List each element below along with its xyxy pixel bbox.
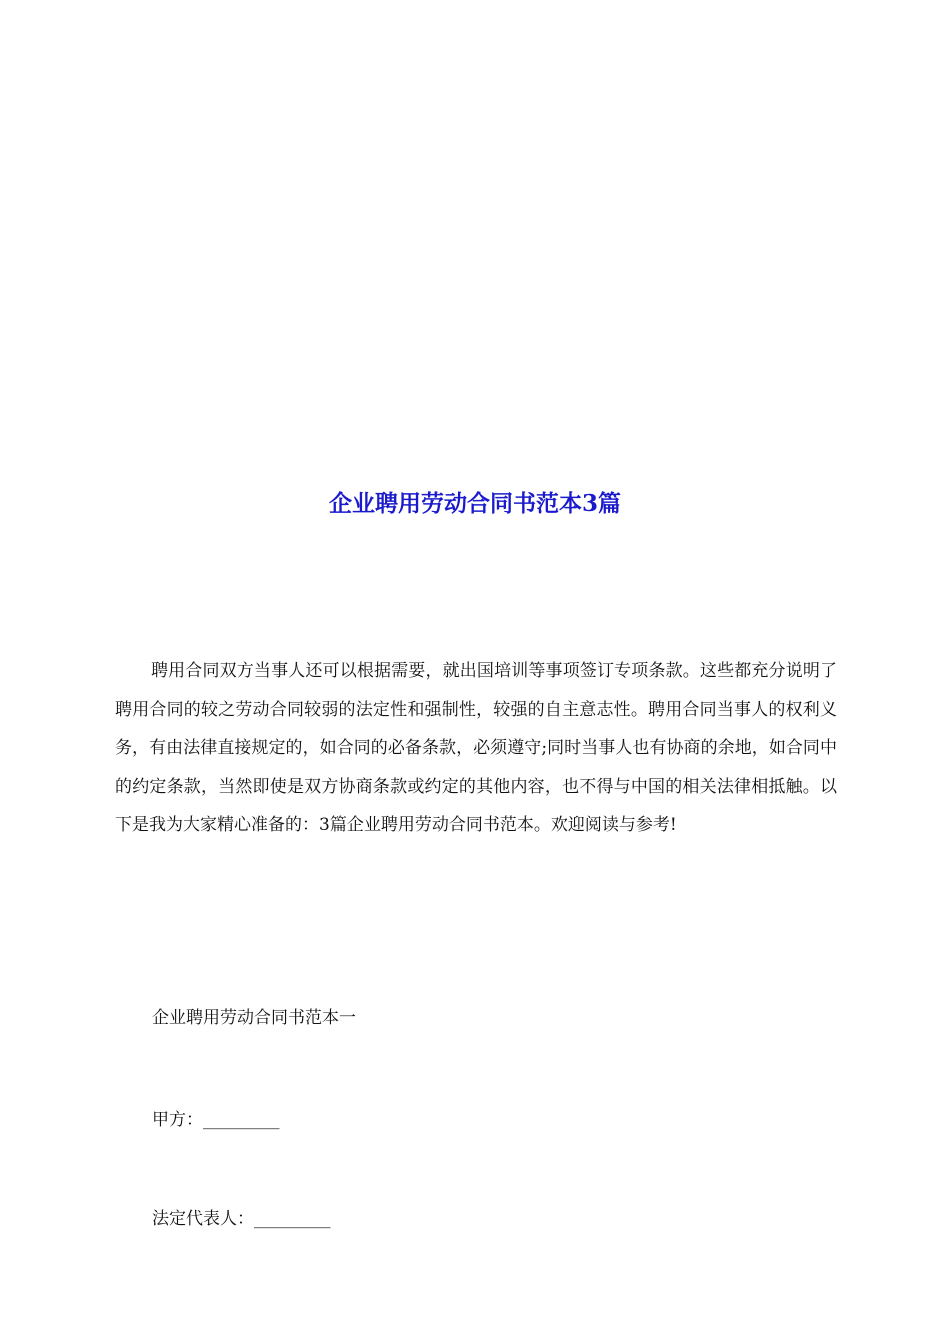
party-a-blank: _________ [203, 1110, 280, 1130]
legal-rep-label: 法定代表人： [152, 1209, 254, 1229]
party-a-label: 甲方： [152, 1110, 203, 1130]
section-heading: 企业聘用劳动合同书范本一 [152, 1008, 356, 1028]
document-title: 企业聘用劳动合同书范本3篇 [328, 490, 621, 517]
intro-paragraph: 聘用合同双方当事人还可以根据需要，就出国培训等事项签订专项条款。这些都充分说明了聘用合同的较之劳动合同较弱的法定性和强制性，较强的自主意志性。聘用合同当事人的权利义务，有由法律直接规定的，如合同的必备条款，必须遵守;同时当事人也有协商的余地，如合同中的约定条款，当然即使是双方协商条款或约定的其他内容，也不得与中国的相关法律相抵触。以下是我为大家精心准备的：3篇企业聘用劳动合同书范本。欢迎阅读与参考! [115, 661, 837, 835]
party-a-line [152, 1105, 280, 1135]
legal-rep-blank: _________ [254, 1209, 331, 1229]
legal-rep-line [152, 1204, 331, 1234]
